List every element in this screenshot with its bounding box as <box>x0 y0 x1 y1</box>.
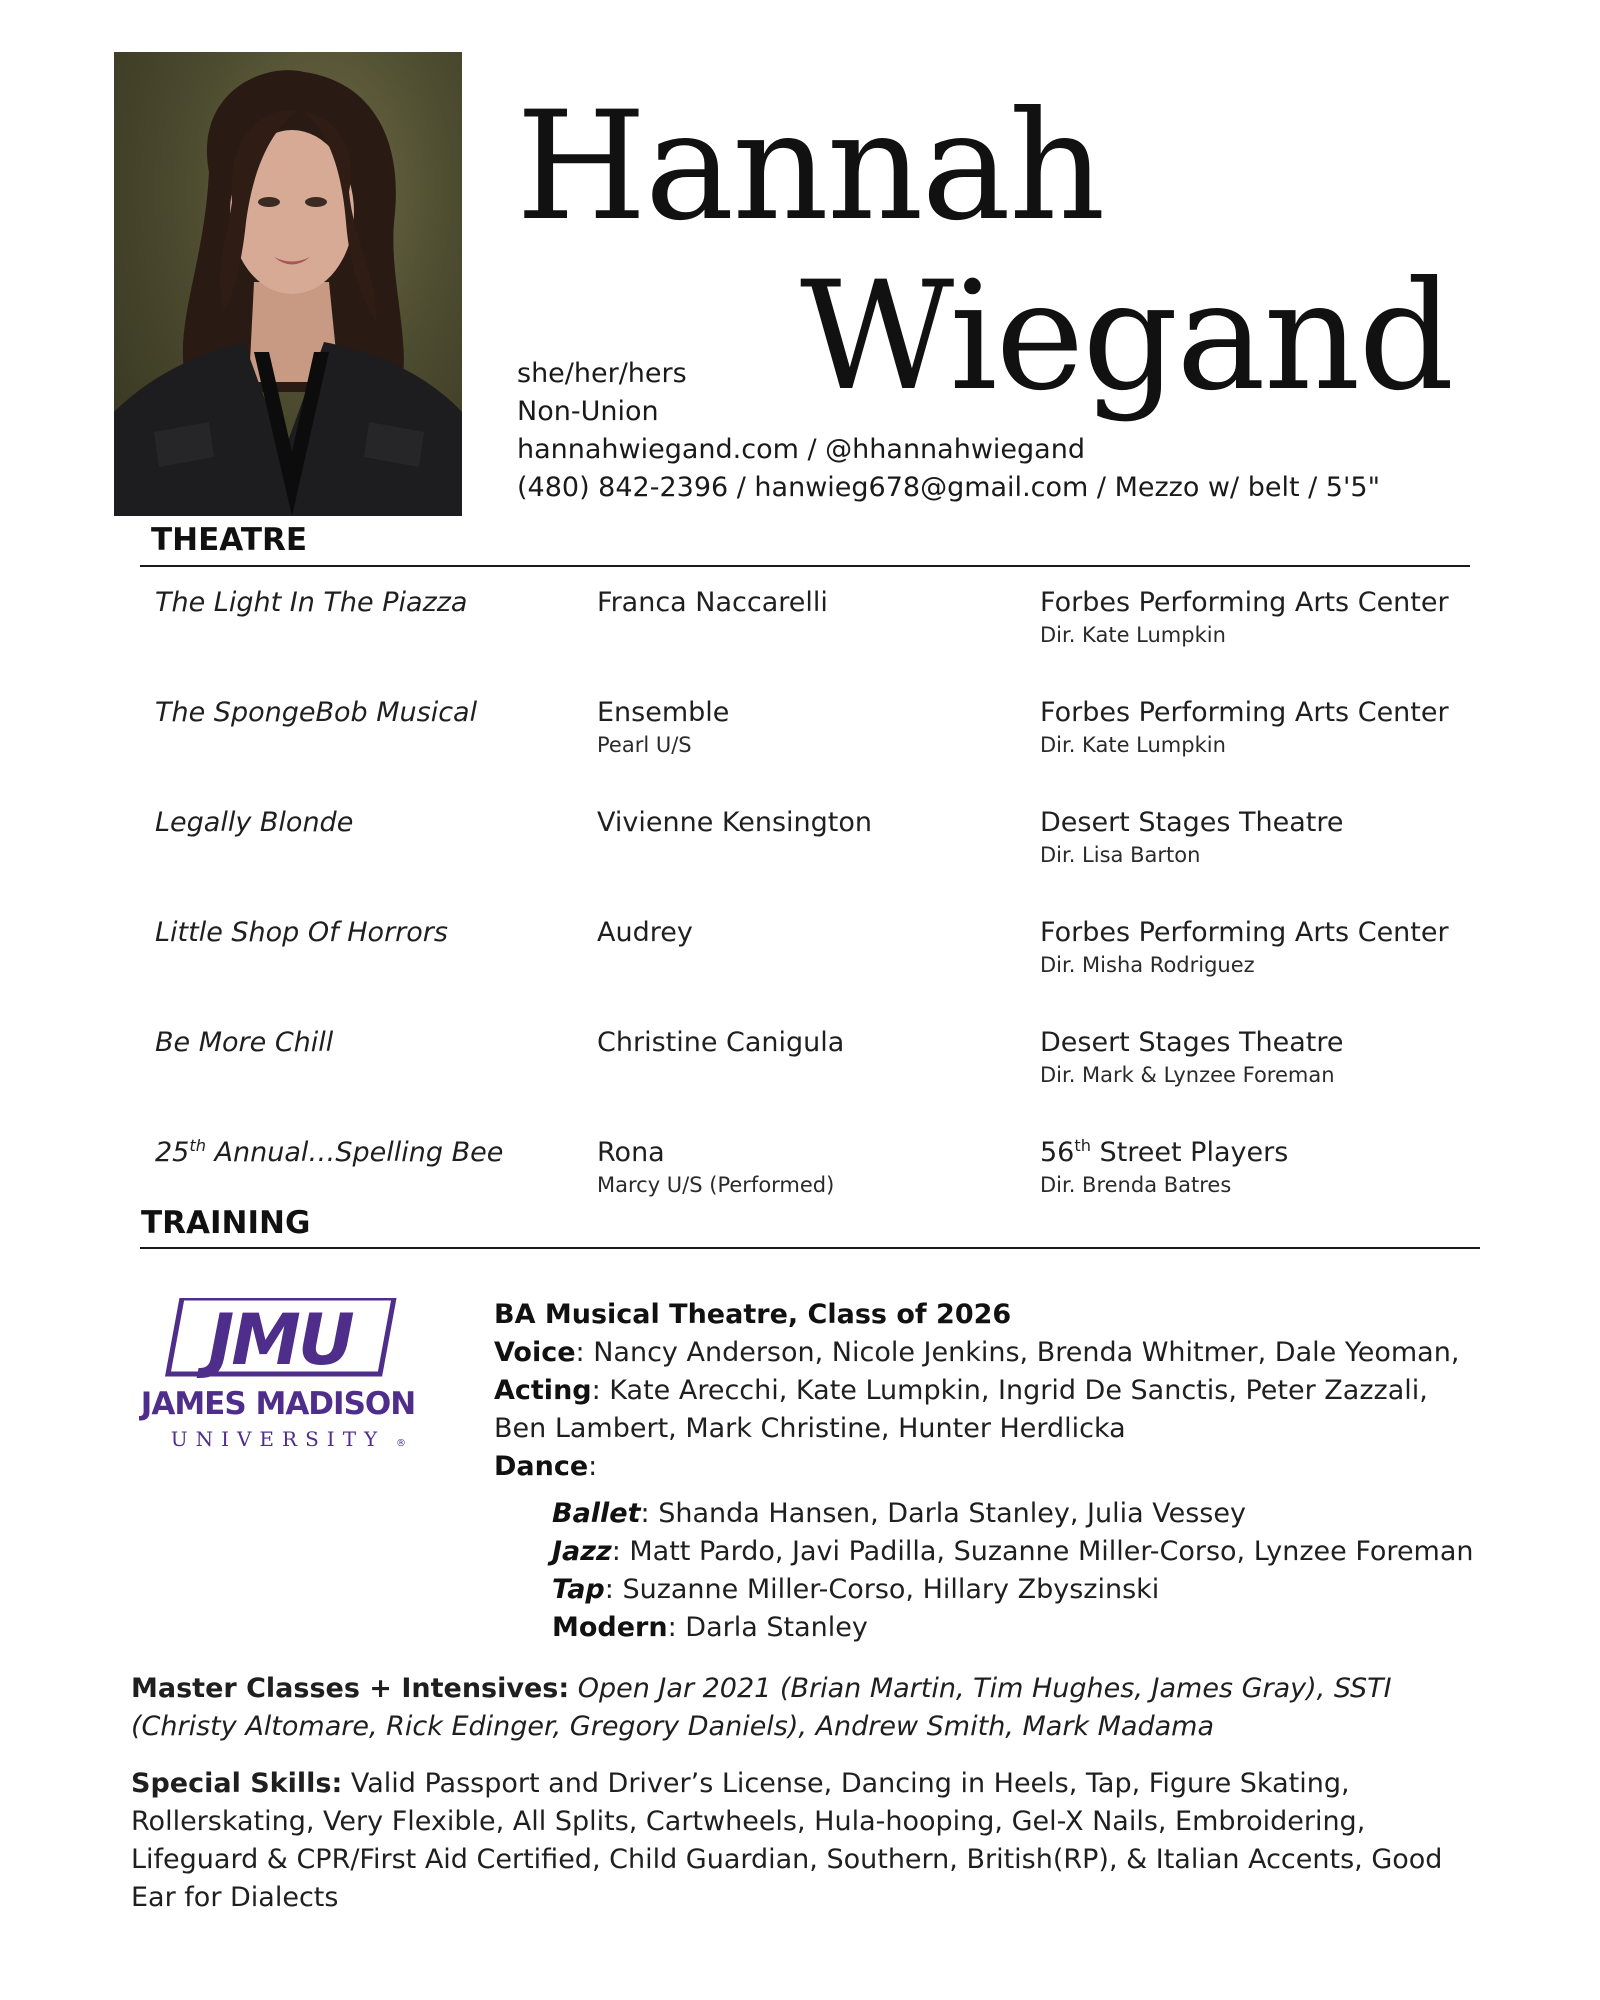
show-title: The SpongeBob Musical <box>155 697 478 728</box>
theatre-heading: THEATRE <box>151 522 308 558</box>
ballet-teachers: Ballet: Shanda Hansen, Darla Stanley, Julia Vessey <box>552 1498 1246 1529</box>
director: Dir. Mark & Lynzee Foreman <box>1040 1063 1335 1087</box>
role-note: Pearl U/S <box>597 733 692 757</box>
training-heading: TRAINING <box>141 1205 311 1241</box>
role: Rona <box>597 1137 665 1168</box>
show-title: Little Shop Of Horrors <box>155 917 448 948</box>
training-divider <box>140 1247 1480 1249</box>
union-status: Non-Union <box>517 396 659 427</box>
pronouns: she/her/hers <box>517 358 687 389</box>
director: Dir. Brenda Batres <box>1040 1173 1232 1197</box>
role: Vivienne Kensington <box>597 807 873 838</box>
first-name: Hannah <box>516 80 1104 254</box>
phone-email-voice-height: (480) 842-2396 / hanwieg678@gmail.com / Mezzo w/ belt / 5'5" <box>517 472 1380 503</box>
acting-teachers: Acting: Kate Arecchi, Kate Lumpkin, Ingrid De Sanctis, Peter Zazzali, <box>494 1375 1428 1406</box>
venue: Forbes Performing Arts Center <box>1040 697 1449 728</box>
jmu-logo-graphic <box>134 1298 444 1458</box>
jmu-logo-line2: UNIVERSITY <box>170 1427 386 1451</box>
headshot-illustration <box>114 52 462 516</box>
jmu-logo-registered: ® <box>396 1438 406 1449</box>
venue: 56th Street Players <box>1040 1136 1289 1168</box>
master-classes: Master Classes + Intensives: Open Jar 2021 (Brian Martin, Tim Hughes, James Gray), SSTI (Christy Altomare, Rick Edinger, Gregory Daniels), Andrew Smith, Mark Madama <box>131 1673 1392 1742</box>
show-title: 25th Annual…Spelling Bee <box>155 1136 504 1168</box>
role: Franca Naccarelli <box>597 587 828 618</box>
role-note: Marcy U/S (Performed) <box>597 1173 835 1197</box>
tap-teachers: Tap: Suzanne Miller-Corso, Hillary Zbyszinski <box>552 1574 1160 1605</box>
jazz-teachers: Jazz: Matt Pardo, Javi Padilla, Suzanne Miller-Corso, Lynzee Foreman <box>552 1536 1474 1567</box>
dance-heading: Dance: <box>494 1451 598 1482</box>
website-social: hannahwiegand.com / @hhannahwiegand <box>517 434 1085 465</box>
role: Audrey <box>597 917 693 948</box>
director: Dir. Misha Rodriguez <box>1040 953 1255 977</box>
show-title: The Light In The Piazza <box>155 587 468 618</box>
venue: Desert Stages Theatre <box>1040 807 1344 838</box>
jmu-logo-mark: JMU <box>208 1299 352 1381</box>
voice-teachers: Voice: Nancy Anderson, Nicole Jenkins, Brenda Whitmer, Dale Yeoman, <box>494 1337 1460 1368</box>
director: Dir. Kate Lumpkin <box>1040 733 1226 757</box>
role: Christine Canigula <box>597 1027 845 1058</box>
modern-teachers: Modern: Darla Stanley <box>552 1612 868 1643</box>
show-title: Be More Chill <box>155 1027 334 1058</box>
special-skills: Special Skills: Valid Passport and Driver’s License, Dancing in Heels, Tap, Figure Skating, Rollerskating, Very Flexible, All Splits, Cartwheels, Hula-hooping, Gel-X Nails, Embroidering, Lifeguard & CPR/First Aid Certified, Child Guardian, Southern, British(RP), & Italian Accents, Good Ear for Dialects <box>131 1768 1443 1913</box>
acting-teachers-cont: Ben Lambert, Mark Christine, Hunter Herdlicka <box>494 1413 1126 1444</box>
last-name: Wiegand <box>800 250 1453 424</box>
headshot-photo <box>114 52 462 516</box>
venue: Forbes Performing Arts Center <box>1040 917 1449 948</box>
director: Dir. Kate Lumpkin <box>1040 623 1226 647</box>
jmu-logo <box>134 1298 444 1458</box>
venue: Forbes Performing Arts Center <box>1040 587 1449 618</box>
degree: BA Musical Theatre, Class of 2026 <box>494 1299 1012 1330</box>
role: Ensemble <box>597 697 730 728</box>
venue: Desert Stages Theatre <box>1040 1027 1344 1058</box>
jmu-logo-line1: JAMES MADISON <box>140 1386 416 1422</box>
director: Dir. Lisa Barton <box>1040 843 1201 867</box>
theatre-divider <box>140 565 1470 567</box>
show-title: Legally Blonde <box>155 807 354 838</box>
